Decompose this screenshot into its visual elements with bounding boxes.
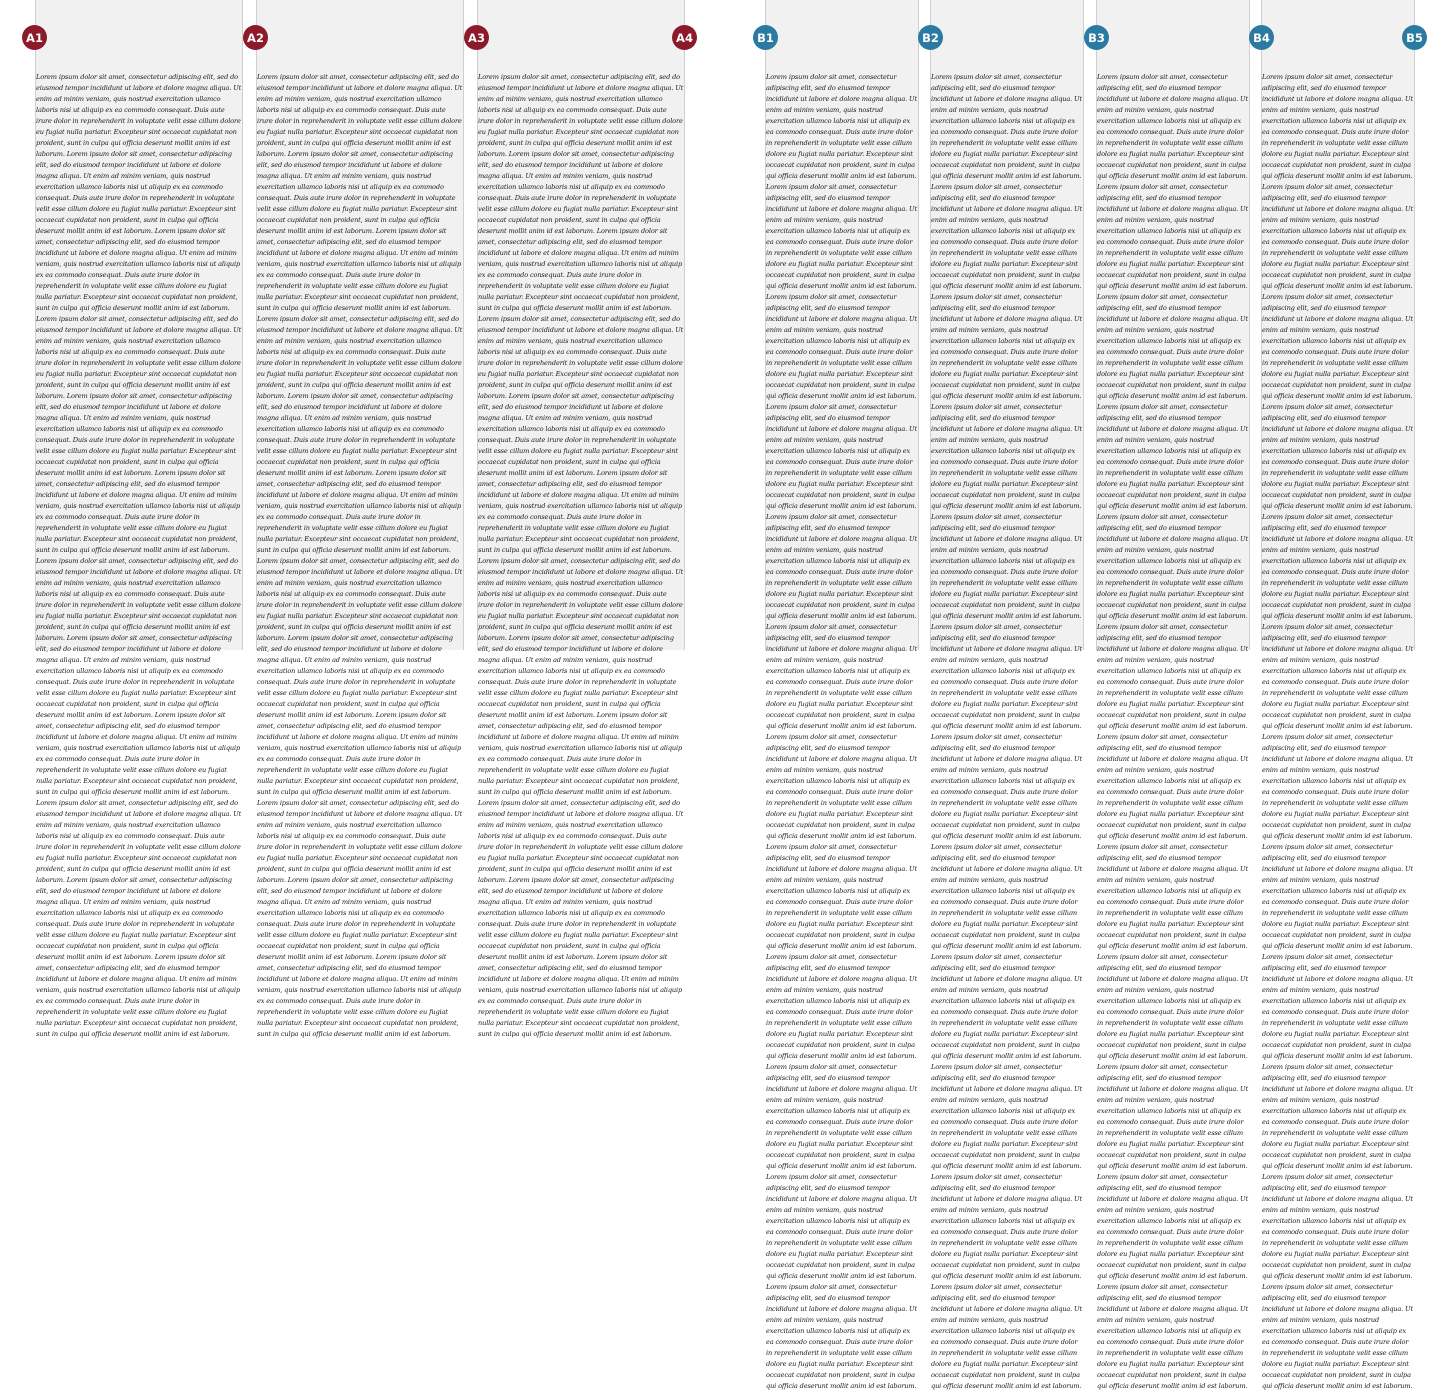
column-text: Lorem ipsum dolor sit amet, consectetur adipiscing elit, sed do eiusmod tempor incididunt ut labore et dolore magna aliqua. Ut enim ad minim veniam, quis nostrud exercitation ullamco laboris nisi ut aliquip ex ea commodo consequat. Duis aute irure dolor in reprehenderit in voluptate velit esse cillum dolore eu fugiat nulla pariatur. Excepteur sint occaecat cupidatat non proident, sunt in culpa qui officia deserunt mollit anim id est laborum. Lorem ipsum dolor sit amet, consectetur adipiscing elit, sed do eiusmod tempor incididunt ut labore et dolore magna aliqua. Ut enim ad minim veniam, quis nostrud exercitation ullamco laboris nisi ut aliquip ex ea commodo consequat. Duis aute irure dolor in reprehenderit in voluptate velit esse cillum dolore eu fugiat nulla pariatur. Excepteur sint occaecat cupidatat non proident, sunt in culpa qui officia deserunt mollit anim id est laborum. Lorem ipsum dolor sit amet, consectetur adipiscing elit, sed do eiusmod tempor incididunt ut labore et dolore magna aliqua. Ut enim ad minim veniam, quis nostrud exercitation ullamco laboris nisi ut aliquip ex ea commodo consequat. Duis aute irure dolor in reprehenderit in voluptate velit esse cillum dolore eu fugiat nulla pariatur. Excepteur sint occaecat cupidatat non proident, sunt in culpa qui officia deserunt mollit anim id est laborum. Lorem ipsum dolor sit amet, consectetur adipiscing elit, sed do eiusmod tempor incididunt ut labore et dolore magna aliqua. Ut enim ad minim veniam, quis nostrud exercitation ullamco laboris nisi ut aliquip ex ea commodo consequat. Duis aute irure dolor in reprehenderit in voluptate velit esse cillum dolore eu fugiat nulla pariatur. Excepteur sint occaecat cupidatat non proident, sunt in culpa qui officia deserunt mollit anim id est laborum. Lorem ipsum dolor sit amet, consectetur adipiscing elit, sed do eiusmod tempor incididunt ut labore et dolore magna aliqua. Ut enim ad minim veniam, quis nostrud exercitation ullamco laboris nisi ut aliquip ex ea commodo consequat. Duis aute irure dolor in reprehenderit in voluptate velit esse cillum dolore eu fugiat nulla pariatur. Excepteur sint occaecat cupidatat non proident, sunt in culpa qui officia deserunt mollit anim id est laborum. Lorem ipsum dolor sit amet, consectetur adipiscing elit, sed do eiusmod tempor incididunt ut labore et dolore magna aliqua. Ut enim ad minim veniam, quis nostrud exercitation ullamco laboris nisi ut aliquip ex ea commodo consequat. Duis aute irure dolor in reprehenderit in voluptate velit esse cillum dolore eu fugiat nulla pariatur. Excepteur sint occaecat cupidatat non proident, sunt in culpa qui officia deserunt mollit anim id est laborum. Lorem ipsum dolor sit amet, consectetur adipiscing elit, sed do eiusmod tempor incididunt ut labore et dolore magna aliqua. Ut enim ad minim veniam, quis nostrud exercitation ullamco laboris nisi ut aliquip ex ea commodo consequat. Duis aute irure dolor in reprehenderit in voluptate velit esse cillum dolore eu fugiat nulla pariatur. Excepteur sint occaecat cupidatat non proident, sunt in culpa qui officia deserunt mollit anim id est laborum. Lorem ipsum dolor sit amet, consectetur adipiscing elit, sed do eiusmod tempor incididunt ut labore et dolore magna aliqua. Ut enim ad minim veniam, quis nostrud exercitation ullamco laboris nisi ut aliquip ex ea commodo consequat. Duis aute irure dolor in reprehenderit in voluptate velit esse cillum dolore eu fugiat nulla pariatur. Excepteur sint occaecat cupidatat non proident, sunt in culpa qui officia deserunt mollit anim id est laborum. Lorem ipsum dolor sit amet, consectetur adipiscing elit, sed do eiusmod tempor incididunt ut labore et dolore magna aliqua. Ut enim ad minim veniam, quis nostrud exercitation ullamco laboris nisi ut aliquip ex ea commodo consequat. Duis aute irure dolor in reprehenderit in voluptate velit esse cillum dolore eu fugiat nulla pariatur. Excepteur sint occaecat cupidatat non proident, sunt in culpa qui officia deserunt mollit anim id est laborum. Lorem ipsum dolor sit amet, consectetur adipiscing elit, sed do eiusmod tempor incididunt ut labore et dolore magna aliqua. Ut enim ad minim veniam, quis nostrud exercitation ullamco laboris nisi ut aliquip ex ea commodo consequat. Duis aute irure dolor in reprehenderit in voluptate velit esse cillum dolore eu fugiat nulla pariatur. Excepteur sint occaecat cupidatat non proident, sunt in culpa qui officia deserunt mollit anim id est laborum. Lorem ipsum dolor sit amet, consectetur adipiscing elit, sed do eiusmod tempor incididunt ut labore et dolore magna aliqua. Ut enim ad minim veniam, quis nostrud exercitation ullamco laboris nisi ut aliquip ex ea commodo consequat. Duis aute irure dolor in reprehenderit in voluptate velit esse cillum dolore eu fugiat nulla pariatur. Excepteur sint occaecat cupidatat non proident, sunt in culpa qui officia deserunt mollit anim id est laborum. Lorem ipsum dolor sit amet, consectetur adipiscing elit, sed do eiusmod tempor incididunt ut labore et dolore magna aliqua. Ut enim ad minim veniam, quis nostrud exercitation ullamco laboris nisi ut aliquip ex ea commodo consequat. Duis aute irure dolor in reprehenderit in voluptate velit esse cillum dolore eu fugiat nulla pariatur. Excepteur sint occaecat cupidatat non proident, sunt in culpa qui officia deserunt mollit anim id est laborum. [478, 73, 684, 1038]
marker-b5: B5 [1402, 25, 1427, 50]
column-text: Lorem ipsum dolor sit amet, consectetur adipiscing elit, sed do eiusmod tempor incididunt ut labore et dolore magna aliqua. Ut enim ad minim veniam, quis nostrud exercitation ullamco laboris nisi ut aliquip ex ea commodo consequat. Duis aute irure dolor in reprehenderit in voluptate velit esse cillum dolore eu fugiat nulla pariatur. Excepteur sint occaecat cupidatat non proident, sunt in culpa qui officia deserunt mollit anim id est laborum. Lorem ipsum dolor sit amet, consectetur adipiscing elit, sed do eiusmod tempor incididunt ut labore et dolore magna aliqua. Ut enim ad minim veniam, quis nostrud exercitation ullamco laboris nisi ut aliquip ex ea commodo consequat. Duis aute irure dolor in reprehenderit in voluptate velit esse cillum dolore eu fugiat nulla pariatur. Excepteur sint occaecat cupidatat non proident, sunt in culpa qui officia deserunt mollit anim id est laborum. Lorem ipsum dolor sit amet, consectetur adipiscing elit, sed do eiusmod tempor incididunt ut labore et dolore magna aliqua. Ut enim ad minim veniam, quis nostrud exercitation ullamco laboris nisi ut aliquip ex ea commodo consequat. Duis aute irure dolor in reprehenderit in voluptate velit esse cillum dolore eu fugiat nulla pariatur. Excepteur sint occaecat cupidatat non proident, sunt in culpa qui officia deserunt mollit anim id est laborum. Lorem ipsum dolor sit amet, consectetur adipiscing elit, sed do eiusmod tempor incididunt ut labore et dolore magna aliqua. Ut enim ad minim veniam, quis nostrud exercitation ullamco laboris nisi ut aliquip ex ea commodo consequat. Duis aute irure dolor in reprehenderit in voluptate velit esse cillum dolore eu fugiat nulla pariatur. Excepteur sint occaecat cupidatat non proident, sunt in culpa qui officia deserunt mollit anim id est laborum. Lorem ipsum dolor sit amet, consectetur adipiscing elit, sed do eiusmod tempor incididunt ut labore et dolore magna aliqua. Ut enim ad minim veniam, quis nostrud exercitation ullamco laboris nisi ut aliquip ex ea commodo consequat. Duis aute irure dolor in reprehenderit in voluptate velit esse cillum dolore eu fugiat nulla pariatur. Excepteur sint occaecat cupidatat non proident, sunt in culpa qui officia deserunt mollit anim id est laborum. Lorem ipsum dolor sit amet, consectetur adipiscing elit, sed do eiusmod tempor incididunt ut labore et dolore magna aliqua. Ut enim ad minim veniam, quis nostrud exercitation ullamco laboris nisi ut aliquip ex ea commodo consequat. Duis aute irure dolor in reprehenderit in voluptate velit esse cillum dolore eu fugiat nulla pariatur. Excepteur sint occaecat cupidatat non proident, sunt in culpa qui officia deserunt mollit anim id est laborum. Lorem ipsum dolor sit amet, consectetur adipiscing elit, sed do eiusmod tempor incididunt ut labore et dolore magna aliqua. Ut enim ad minim veniam, quis nostrud exercitation ullamco laboris nisi ut aliquip ex ea commodo consequat. Duis aute irure dolor in reprehenderit in voluptate velit esse cillum dolore eu fugiat nulla pariatur. Excepteur sint occaecat cupidatat non proident, sunt in culpa qui officia deserunt mollit anim id est laborum. Lorem ipsum dolor sit amet, consectetur adipiscing elit, sed do eiusmod tempor incididunt ut labore et dolore magna aliqua. Ut enim ad minim veniam, quis nostrud exercitation ullamco laboris nisi ut aliquip ex ea commodo consequat. Duis aute irure dolor in reprehenderit in voluptate velit esse cillum dolore eu fugiat nulla pariatur. Excepteur sint occaecat cupidatat non proident, sunt in culpa qui officia deserunt mollit anim id est laborum. Lorem ipsum dolor sit amet, consectetur adipiscing elit, sed do eiusmod tempor incididunt ut labore et dolore magna aliqua. Ut enim ad minim veniam, quis nostrud exercitation ullamco laboris nisi ut aliquip ex ea commodo consequat. Duis aute irure dolor in reprehenderit in voluptate velit esse cillum dolore eu fugiat nulla pariatur. Excepteur sint occaecat cupidatat non proident, sunt in culpa qui officia deserunt mollit anim id est laborum. Lorem ipsum dolor sit amet, consectetur adipiscing elit, sed do eiusmod tempor incididunt ut labore et dolore magna aliqua. Ut enim ad minim veniam, quis nostrud exercitation ullamco laboris nisi ut aliquip ex ea commodo consequat. Duis aute irure dolor in reprehenderit in voluptate velit esse cillum dolore eu fugiat nulla pariatur. Excepteur sint occaecat cupidatat non proident, sunt in culpa qui officia deserunt mollit anim id est laborum. Lorem ipsum dolor sit amet, consectetur adipiscing elit, sed do eiusmod tempor incididunt ut labore et dolore magna aliqua. Ut enim ad minim veniam, quis nostrud exercitation ullamco laboris nisi ut aliquip ex ea commodo consequat. Duis aute irure dolor in reprehenderit in voluptate velit esse cillum dolore eu fugiat nulla pariatur. Excepteur sint occaecat cupidatat non proident, sunt in culpa qui officia deserunt mollit anim id est laborum. Lorem ipsum dolor sit amet, consectetur adipiscing elit, sed do eiusmod tempor incididunt ut labore et dolore magna aliqua. Ut enim ad minim veniam, quis nostrud exercitation ullamco laboris nisi ut aliquip ex ea commodo consequat. Duis aute irure dolor in reprehenderit in voluptate velit esse cillum dolore eu fugiat nulla pariatur. Excepteur sint occaecat cupidatat non proident, sunt in culpa qui officia deserunt mollit anim id est laborum. [931, 73, 1082, 1390]
column-b3-b4 [1096, 0, 1250, 1390]
column-b1-b2 [765, 0, 919, 1390]
column-text: Lorem ipsum dolor sit amet, consectetur adipiscing elit, sed do eiusmod tempor incididunt ut labore et dolore magna aliqua. Ut enim ad minim veniam, quis nostrud exercitation ullamco laboris nisi ut aliquip ex ea commodo consequat. Duis aute irure dolor in reprehenderit in voluptate velit esse cillum dolore eu fugiat nulla pariatur. Excepteur sint occaecat cupidatat non proident, sunt in culpa qui officia deserunt mollit anim id est laborum. Lorem ipsum dolor sit amet, consectetur adipiscing elit, sed do eiusmod tempor incididunt ut labore et dolore magna aliqua. Ut enim ad minim veniam, quis nostrud exercitation ullamco laboris nisi ut aliquip ex ea commodo consequat. Duis aute irure dolor in reprehenderit in voluptate velit esse cillum dolore eu fugiat nulla pariatur. Excepteur sint occaecat cupidatat non proident, sunt in culpa qui officia deserunt mollit anim id est laborum. Lorem ipsum dolor sit amet, consectetur adipiscing elit, sed do eiusmod tempor incididunt ut labore et dolore magna aliqua. Ut enim ad minim veniam, quis nostrud exercitation ullamco laboris nisi ut aliquip ex ea commodo consequat. Duis aute irure dolor in reprehenderit in voluptate velit esse cillum dolore eu fugiat nulla pariatur. Excepteur sint occaecat cupidatat non proident, sunt in culpa qui officia deserunt mollit anim id est laborum. Lorem ipsum dolor sit amet, consectetur adipiscing elit, sed do eiusmod tempor incididunt ut labore et dolore magna aliqua. Ut enim ad minim veniam, quis nostrud exercitation ullamco laboris nisi ut aliquip ex ea commodo consequat. Duis aute irure dolor in reprehenderit in voluptate velit esse cillum dolore eu fugiat nulla pariatur. Excepteur sint occaecat cupidatat non proident, sunt in culpa qui officia deserunt mollit anim id est laborum. Lorem ipsum dolor sit amet, consectetur adipiscing elit, sed do eiusmod tempor incididunt ut labore et dolore magna aliqua. Ut enim ad minim veniam, quis nostrud exercitation ullamco laboris nisi ut aliquip ex ea commodo consequat. Duis aute irure dolor in reprehenderit in voluptate velit esse cillum dolore eu fugiat nulla pariatur. Excepteur sint occaecat cupidatat non proident, sunt in culpa qui officia deserunt mollit anim id est laborum. Lorem ipsum dolor sit amet, consectetur adipiscing elit, sed do eiusmod tempor incididunt ut labore et dolore magna aliqua. Ut enim ad minim veniam, quis nostrud exercitation ullamco laboris nisi ut aliquip ex ea commodo consequat. Duis aute irure dolor in reprehenderit in voluptate velit esse cillum dolore eu fugiat nulla pariatur. Excepteur sint occaecat cupidatat non proident, sunt in culpa qui officia deserunt mollit anim id est laborum. Lorem ipsum dolor sit amet, consectetur adipiscing elit, sed do eiusmod tempor incididunt ut labore et dolore magna aliqua. Ut enim ad minim veniam, quis nostrud exercitation ullamco laboris nisi ut aliquip ex ea commodo consequat. Duis aute irure dolor in reprehenderit in voluptate velit esse cillum dolore eu fugiat nulla pariatur. Excepteur sint occaecat cupidatat non proident, sunt in culpa qui officia deserunt mollit anim id est laborum. Lorem ipsum dolor sit amet, consectetur adipiscing elit, sed do eiusmod tempor incididunt ut labore et dolore magna aliqua. Ut enim ad minim veniam, quis nostrud exercitation ullamco laboris nisi ut aliquip ex ea commodo consequat. Duis aute irure dolor in reprehenderit in voluptate velit esse cillum dolore eu fugiat nulla pariatur. Excepteur sint occaecat cupidatat non proident, sunt in culpa qui officia deserunt mollit anim id est laborum. Lorem ipsum dolor sit amet, consectetur adipiscing elit, sed do eiusmod tempor incididunt ut labore et dolore magna aliqua. Ut enim ad minim veniam, quis nostrud exercitation ullamco laboris nisi ut aliquip ex ea commodo consequat. Duis aute irure dolor in reprehenderit in voluptate velit esse cillum dolore eu fugiat nulla pariatur. Excepteur sint occaecat cupidatat non proident, sunt in culpa qui officia deserunt mollit anim id est laborum. Lorem ipsum dolor sit amet, consectetur adipiscing elit, sed do eiusmod tempor incididunt ut labore et dolore magna aliqua. Ut enim ad minim veniam, quis nostrud exercitation ullamco laboris nisi ut aliquip ex ea commodo consequat. Duis aute irure dolor in reprehenderit in voluptate velit esse cillum dolore eu fugiat nulla pariatur. Excepteur sint occaecat cupidatat non proident, sunt in culpa qui officia deserunt mollit anim id est laborum. Lorem ipsum dolor sit amet, consectetur adipiscing elit, sed do eiusmod tempor incididunt ut labore et dolore magna aliqua. Ut enim ad minim veniam, quis nostrud exercitation ullamco laboris nisi ut aliquip ex ea commodo consequat. Duis aute irure dolor in reprehenderit in voluptate velit esse cillum dolore eu fugiat nulla pariatur. Excepteur sint occaecat cupidatat non proident, sunt in culpa qui officia deserunt mollit anim id est laborum. Lorem ipsum dolor sit amet, consectetur adipiscing elit, sed do eiusmod tempor incididunt ut labore et dolore magna aliqua. Ut enim ad minim veniam, quis nostrud exercitation ullamco laboris nisi ut aliquip ex ea commodo consequat. Duis aute irure dolor in reprehenderit in voluptate velit esse cillum dolore eu fugiat nulla pariatur. Excepteur sint occaecat cupidatat non proident, sunt in culpa qui officia deserunt mollit anim id est laborum. [1262, 73, 1413, 1390]
column-text: Lorem ipsum dolor sit amet, consectetur adipiscing elit, sed do eiusmod tempor incididunt ut labore et dolore magna aliqua. Ut enim ad minim veniam, quis nostrud exercitation ullamco laboris nisi ut aliquip ex ea commodo consequat. Duis aute irure dolor in reprehenderit in voluptate velit esse cillum dolore eu fugiat nulla pariatur. Excepteur sint occaecat cupidatat non proident, sunt in culpa qui officia deserunt mollit anim id est laborum. Lorem ipsum dolor sit amet, consectetur adipiscing elit, sed do eiusmod tempor incididunt ut labore et dolore magna aliqua. Ut enim ad minim veniam, quis nostrud exercitation ullamco laboris nisi ut aliquip ex ea commodo consequat. Duis aute irure dolor in reprehenderit in voluptate velit esse cillum dolore eu fugiat nulla pariatur. Excepteur sint occaecat cupidatat non proident, sunt in culpa qui officia deserunt mollit anim id est laborum. Lorem ipsum dolor sit amet, consectetur adipiscing elit, sed do eiusmod tempor incididunt ut labore et dolore magna aliqua. Ut enim ad minim veniam, quis nostrud exercitation ullamco laboris nisi ut aliquip ex ea commodo consequat. Duis aute irure dolor in reprehenderit in voluptate velit esse cillum dolore eu fugiat nulla pariatur. Excepteur sint occaecat cupidatat non proident, sunt in culpa qui officia deserunt mollit anim id est laborum. Lorem ipsum dolor sit amet, consectetur adipiscing elit, sed do eiusmod tempor incididunt ut labore et dolore magna aliqua. Ut enim ad minim veniam, quis nostrud exercitation ullamco laboris nisi ut aliquip ex ea commodo consequat. Duis aute irure dolor in reprehenderit in voluptate velit esse cillum dolore eu fugiat nulla pariatur. Excepteur sint occaecat cupidatat non proident, sunt in culpa qui officia deserunt mollit anim id est laborum. Lorem ipsum dolor sit amet, consectetur adipiscing elit, sed do eiusmod tempor incididunt ut labore et dolore magna aliqua. Ut enim ad minim veniam, quis nostrud exercitation ullamco laboris nisi ut aliquip ex ea commodo consequat. Duis aute irure dolor in reprehenderit in voluptate velit esse cillum dolore eu fugiat nulla pariatur. Excepteur sint occaecat cupidatat non proident, sunt in culpa qui officia deserunt mollit anim id est laborum. Lorem ipsum dolor sit amet, consectetur adipiscing elit, sed do eiusmod tempor incididunt ut labore et dolore magna aliqua. Ut enim ad minim veniam, quis nostrud exercitation ullamco laboris nisi ut aliquip ex ea commodo consequat. Duis aute irure dolor in reprehenderit in voluptate velit esse cillum dolore eu fugiat nulla pariatur. Excepteur sint occaecat cupidatat non proident, sunt in culpa qui officia deserunt mollit anim id est laborum. Lorem ipsum dolor sit amet, consectetur adipiscing elit, sed do eiusmod tempor incididunt ut labore et dolore magna aliqua. Ut enim ad minim veniam, quis nostrud exercitation ullamco laboris nisi ut aliquip ex ea commodo consequat. Duis aute irure dolor in reprehenderit in voluptate velit esse cillum dolore eu fugiat nulla pariatur. Excepteur sint occaecat cupidatat non proident, sunt in culpa qui officia deserunt mollit anim id est laborum. Lorem ipsum dolor sit amet, consectetur adipiscing elit, sed do eiusmod tempor incididunt ut labore et dolore magna aliqua. Ut enim ad minim veniam, quis nostrud exercitation ullamco laboris nisi ut aliquip ex ea commodo consequat. Duis aute irure dolor in reprehenderit in voluptate velit esse cillum dolore eu fugiat nulla pariatur. Excepteur sint occaecat cupidatat non proident, sunt in culpa qui officia deserunt mollit anim id est laborum. Lorem ipsum dolor sit amet, consectetur adipiscing elit, sed do eiusmod tempor incididunt ut labore et dolore magna aliqua. Ut enim ad minim veniam, quis nostrud exercitation ullamco laboris nisi ut aliquip ex ea commodo consequat. Duis aute irure dolor in reprehenderit in voluptate velit esse cillum dolore eu fugiat nulla pariatur. Excepteur sint occaecat cupidatat non proident, sunt in culpa qui officia deserunt mollit anim id est laborum. Lorem ipsum dolor sit amet, consectetur adipiscing elit, sed do eiusmod tempor incididunt ut labore et dolore magna aliqua. Ut enim ad minim veniam, quis nostrud exercitation ullamco laboris nisi ut aliquip ex ea commodo consequat. Duis aute irure dolor in reprehenderit in voluptate velit esse cillum dolore eu fugiat nulla pariatur. Excepteur sint occaecat cupidatat non proident, sunt in culpa qui officia deserunt mollit anim id est laborum. Lorem ipsum dolor sit amet, consectetur adipiscing elit, sed do eiusmod tempor incididunt ut labore et dolore magna aliqua. Ut enim ad minim veniam, quis nostrud exercitation ullamco laboris nisi ut aliquip ex ea commodo consequat. Duis aute irure dolor in reprehenderit in voluptate velit esse cillum dolore eu fugiat nulla pariatur. Excepteur sint occaecat cupidatat non proident, sunt in culpa qui officia deserunt mollit anim id est laborum. Lorem ipsum dolor sit amet, consectetur adipiscing elit, sed do eiusmod tempor incididunt ut labore et dolore magna aliqua. Ut enim ad minim veniam, quis nostrud exercitation ullamco laboris nisi ut aliquip ex ea commodo consequat. Duis aute irure dolor in reprehenderit in voluptate velit esse cillum dolore eu fugiat nulla pariatur. Excepteur sint occaecat cupidatat non proident, sunt in culpa qui officia deserunt mollit anim id est laborum. [766, 73, 917, 1390]
marker-a3: A3 [464, 25, 489, 50]
marker-a4: A4 [672, 25, 697, 50]
marker-a2: A2 [243, 25, 268, 50]
marker-b2: B2 [918, 25, 943, 50]
marker-b1: B1 [753, 25, 778, 50]
column-a2-a3 [256, 0, 464, 1038]
column-text: Lorem ipsum dolor sit amet, consectetur adipiscing elit, sed do eiusmod tempor incididunt ut labore et dolore magna aliqua. Ut enim ad minim veniam, quis nostrud exercitation ullamco laboris nisi ut aliquip ex ea commodo consequat. Duis aute irure dolor in reprehenderit in voluptate velit esse cillum dolore eu fugiat nulla pariatur. Excepteur sint occaecat cupidatat non proident, sunt in culpa qui officia deserunt mollit anim id est laborum. Lorem ipsum dolor sit amet, consectetur adipiscing elit, sed do eiusmod tempor incididunt ut labore et dolore magna aliqua. Ut enim ad minim veniam, quis nostrud exercitation ullamco laboris nisi ut aliquip ex ea commodo consequat. Duis aute irure dolor in reprehenderit in voluptate velit esse cillum dolore eu fugiat nulla pariatur. Excepteur sint occaecat cupidatat non proident, sunt in culpa qui officia deserunt mollit anim id est laborum. Lorem ipsum dolor sit amet, consectetur adipiscing elit, sed do eiusmod tempor incididunt ut labore et dolore magna aliqua. Ut enim ad minim veniam, quis nostrud exercitation ullamco laboris nisi ut aliquip ex ea commodo consequat. Duis aute irure dolor in reprehenderit in voluptate velit esse cillum dolore eu fugiat nulla pariatur. Excepteur sint occaecat cupidatat non proident, sunt in culpa qui officia deserunt mollit anim id est laborum. Lorem ipsum dolor sit amet, consectetur adipiscing elit, sed do eiusmod tempor incididunt ut labore et dolore magna aliqua. Ut enim ad minim veniam, quis nostrud exercitation ullamco laboris nisi ut aliquip ex ea commodo consequat. Duis aute irure dolor in reprehenderit in voluptate velit esse cillum dolore eu fugiat nulla pariatur. Excepteur sint occaecat cupidatat non proident, sunt in culpa qui officia deserunt mollit anim id est laborum. Lorem ipsum dolor sit amet, consectetur adipiscing elit, sed do eiusmod tempor incididunt ut labore et dolore magna aliqua. Ut enim ad minim veniam, quis nostrud exercitation ullamco laboris nisi ut aliquip ex ea commodo consequat. Duis aute irure dolor in reprehenderit in voluptate velit esse cillum dolore eu fugiat nulla pariatur. Excepteur sint occaecat cupidatat non proident, sunt in culpa qui officia deserunt mollit anim id est laborum. Lorem ipsum dolor sit amet, consectetur adipiscing elit, sed do eiusmod tempor incididunt ut labore et dolore magna aliqua. Ut enim ad minim veniam, quis nostrud exercitation ullamco laboris nisi ut aliquip ex ea commodo consequat. Duis aute irure dolor in reprehenderit in voluptate velit esse cillum dolore eu fugiat nulla pariatur. Excepteur sint occaecat cupidatat non proident, sunt in culpa qui officia deserunt mollit anim id est laborum. Lorem ipsum dolor sit amet, consectetur adipiscing elit, sed do eiusmod tempor incididunt ut labore et dolore magna aliqua. Ut enim ad minim veniam, quis nostrud exercitation ullamco laboris nisi ut aliquip ex ea commodo consequat. Duis aute irure dolor in reprehenderit in voluptate velit esse cillum dolore eu fugiat nulla pariatur. Excepteur sint occaecat cupidatat non proident, sunt in culpa qui officia deserunt mollit anim id est laborum. Lorem ipsum dolor sit amet, consectetur adipiscing elit, sed do eiusmod tempor incididunt ut labore et dolore magna aliqua. Ut enim ad minim veniam, quis nostrud exercitation ullamco laboris nisi ut aliquip ex ea commodo consequat. Duis aute irure dolor in reprehenderit in voluptate velit esse cillum dolore eu fugiat nulla pariatur. Excepteur sint occaecat cupidatat non proident, sunt in culpa qui officia deserunt mollit anim id est laborum. Lorem ipsum dolor sit amet, consectetur adipiscing elit, sed do eiusmod tempor incididunt ut labore et dolore magna aliqua. Ut enim ad minim veniam, quis nostrud exercitation ullamco laboris nisi ut aliquip ex ea commodo consequat. Duis aute irure dolor in reprehenderit in voluptate velit esse cillum dolore eu fugiat nulla pariatur. Excepteur sint occaecat cupidatat non proident, sunt in culpa qui officia deserunt mollit anim id est laborum. Lorem ipsum dolor sit amet, consectetur adipiscing elit, sed do eiusmod tempor incididunt ut labore et dolore magna aliqua. Ut enim ad minim veniam, quis nostrud exercitation ullamco laboris nisi ut aliquip ex ea commodo consequat. Duis aute irure dolor in reprehenderit in voluptate velit esse cillum dolore eu fugiat nulla pariatur. Excepteur sint occaecat cupidatat non proident, sunt in culpa qui officia deserunt mollit anim id est laborum. Lorem ipsum dolor sit amet, consectetur adipiscing elit, sed do eiusmod tempor incididunt ut labore et dolore magna aliqua. Ut enim ad minim veniam, quis nostrud exercitation ullamco laboris nisi ut aliquip ex ea commodo consequat. Duis aute irure dolor in reprehenderit in voluptate velit esse cillum dolore eu fugiat nulla pariatur. Excepteur sint occaecat cupidatat non proident, sunt in culpa qui officia deserunt mollit anim id est laborum. Lorem ipsum dolor sit amet, consectetur adipiscing elit, sed do eiusmod tempor incididunt ut labore et dolore magna aliqua. Ut enim ad minim veniam, quis nostrud exercitation ullamco laboris nisi ut aliquip ex ea commodo consequat. Duis aute irure dolor in reprehenderit in voluptate velit esse cillum dolore eu fugiat nulla pariatur. Excepteur sint occaecat cupidatat non proident, sunt in culpa qui officia deserunt mollit anim id est laborum. [257, 73, 463, 1038]
column-a3-a4 [477, 0, 685, 1038]
column-b2-b3 [930, 0, 1084, 1390]
column-text: Lorem ipsum dolor sit amet, consectetur adipiscing elit, sed do eiusmod tempor incididunt ut labore et dolore magna aliqua. Ut enim ad minim veniam, quis nostrud exercitation ullamco laboris nisi ut aliquip ex ea commodo consequat. Duis aute irure dolor in reprehenderit in voluptate velit esse cillum dolore eu fugiat nulla pariatur. Excepteur sint occaecat cupidatat non proident, sunt in culpa qui officia deserunt mollit anim id est laborum. Lorem ipsum dolor sit amet, consectetur adipiscing elit, sed do eiusmod tempor incididunt ut labore et dolore magna aliqua. Ut enim ad minim veniam, quis nostrud exercitation ullamco laboris nisi ut aliquip ex ea commodo consequat. Duis aute irure dolor in reprehenderit in voluptate velit esse cillum dolore eu fugiat nulla pariatur. Excepteur sint occaecat cupidatat non proident, sunt in culpa qui officia deserunt mollit anim id est laborum. Lorem ipsum dolor sit amet, consectetur adipiscing elit, sed do eiusmod tempor incididunt ut labore et dolore magna aliqua. Ut enim ad minim veniam, quis nostrud exercitation ullamco laboris nisi ut aliquip ex ea commodo consequat. Duis aute irure dolor in reprehenderit in voluptate velit esse cillum dolore eu fugiat nulla pariatur. Excepteur sint occaecat cupidatat non proident, sunt in culpa qui officia deserunt mollit anim id est laborum. Lorem ipsum dolor sit amet, consectetur adipiscing elit, sed do eiusmod tempor incididunt ut labore et dolore magna aliqua. Ut enim ad minim veniam, quis nostrud exercitation ullamco laboris nisi ut aliquip ex ea commodo consequat. Duis aute irure dolor in reprehenderit in voluptate velit esse cillum dolore eu fugiat nulla pariatur. Excepteur sint occaecat cupidatat non proident, sunt in culpa qui officia deserunt mollit anim id est laborum. Lorem ipsum dolor sit amet, consectetur adipiscing elit, sed do eiusmod tempor incididunt ut labore et dolore magna aliqua. Ut enim ad minim veniam, quis nostrud exercitation ullamco laboris nisi ut aliquip ex ea commodo consequat. Duis aute irure dolor in reprehenderit in voluptate velit esse cillum dolore eu fugiat nulla pariatur. Excepteur sint occaecat cupidatat non proident, sunt in culpa qui officia deserunt mollit anim id est laborum. Lorem ipsum dolor sit amet, consectetur adipiscing elit, sed do eiusmod tempor incididunt ut labore et dolore magna aliqua. Ut enim ad minim veniam, quis nostrud exercitation ullamco laboris nisi ut aliquip ex ea commodo consequat. Duis aute irure dolor in reprehenderit in voluptate velit esse cillum dolore eu fugiat nulla pariatur. Excepteur sint occaecat cupidatat non proident, sunt in culpa qui officia deserunt mollit anim id est laborum. Lorem ipsum dolor sit amet, consectetur adipiscing elit, sed do eiusmod tempor incididunt ut labore et dolore magna aliqua. Ut enim ad minim veniam, quis nostrud exercitation ullamco laboris nisi ut aliquip ex ea commodo consequat. Duis aute irure dolor in reprehenderit in voluptate velit esse cillum dolore eu fugiat nulla pariatur. Excepteur sint occaecat cupidatat non proident, sunt in culpa qui officia deserunt mollit anim id est laborum. Lorem ipsum dolor sit amet, consectetur adipiscing elit, sed do eiusmod tempor incididunt ut labore et dolore magna aliqua. Ut enim ad minim veniam, quis nostrud exercitation ullamco laboris nisi ut aliquip ex ea commodo consequat. Duis aute irure dolor in reprehenderit in voluptate velit esse cillum dolore eu fugiat nulla pariatur. Excepteur sint occaecat cupidatat non proident, sunt in culpa qui officia deserunt mollit anim id est laborum. Lorem ipsum dolor sit amet, consectetur adipiscing elit, sed do eiusmod tempor incididunt ut labore et dolore magna aliqua. Ut enim ad minim veniam, quis nostrud exercitation ullamco laboris nisi ut aliquip ex ea commodo consequat. Duis aute irure dolor in reprehenderit in voluptate velit esse cillum dolore eu fugiat nulla pariatur. Excepteur sint occaecat cupidatat non proident, sunt in culpa qui officia deserunt mollit anim id est laborum. Lorem ipsum dolor sit amet, consectetur adipiscing elit, sed do eiusmod tempor incididunt ut labore et dolore magna aliqua. Ut enim ad minim veniam, quis nostrud exercitation ullamco laboris nisi ut aliquip ex ea commodo consequat. Duis aute irure dolor in reprehenderit in voluptate velit esse cillum dolore eu fugiat nulla pariatur. Excepteur sint occaecat cupidatat non proident, sunt in culpa qui officia deserunt mollit anim id est laborum. Lorem ipsum dolor sit amet, consectetur adipiscing elit, sed do eiusmod tempor incididunt ut labore et dolore magna aliqua. Ut enim ad minim veniam, quis nostrud exercitation ullamco laboris nisi ut aliquip ex ea commodo consequat. Duis aute irure dolor in reprehenderit in voluptate velit esse cillum dolore eu fugiat nulla pariatur. Excepteur sint occaecat cupidatat non proident, sunt in culpa qui officia deserunt mollit anim id est laborum. Lorem ipsum dolor sit amet, consectetur adipiscing elit, sed do eiusmod tempor incididunt ut labore et dolore magna aliqua. Ut enim ad minim veniam, quis nostrud exercitation ullamco laboris nisi ut aliquip ex ea commodo consequat. Duis aute irure dolor in reprehenderit in voluptate velit esse cillum dolore eu fugiat nulla pariatur. Excepteur sint occaecat cupidatat non proident, sunt in culpa qui officia deserunt mollit anim id est laborum. [36, 73, 242, 1038]
column-text: Lorem ipsum dolor sit amet, consectetur adipiscing elit, sed do eiusmod tempor incididunt ut labore et dolore magna aliqua. Ut enim ad minim veniam, quis nostrud exercitation ullamco laboris nisi ut aliquip ex ea commodo consequat. Duis aute irure dolor in reprehenderit in voluptate velit esse cillum dolore eu fugiat nulla pariatur. Excepteur sint occaecat cupidatat non proident, sunt in culpa qui officia deserunt mollit anim id est laborum. Lorem ipsum dolor sit amet, consectetur adipiscing elit, sed do eiusmod tempor incididunt ut labore et dolore magna aliqua. Ut enim ad minim veniam, quis nostrud exercitation ullamco laboris nisi ut aliquip ex ea commodo consequat. Duis aute irure dolor in reprehenderit in voluptate velit esse cillum dolore eu fugiat nulla pariatur. Excepteur sint occaecat cupidatat non proident, sunt in culpa qui officia deserunt mollit anim id est laborum. Lorem ipsum dolor sit amet, consectetur adipiscing elit, sed do eiusmod tempor incididunt ut labore et dolore magna aliqua. Ut enim ad minim veniam, quis nostrud exercitation ullamco laboris nisi ut aliquip ex ea commodo consequat. Duis aute irure dolor in reprehenderit in voluptate velit esse cillum dolore eu fugiat nulla pariatur. Excepteur sint occaecat cupidatat non proident, sunt in culpa qui officia deserunt mollit anim id est laborum. Lorem ipsum dolor sit amet, consectetur adipiscing elit, sed do eiusmod tempor incididunt ut labore et dolore magna aliqua. Ut enim ad minim veniam, quis nostrud exercitation ullamco laboris nisi ut aliquip ex ea commodo consequat. Duis aute irure dolor in reprehenderit in voluptate velit esse cillum dolore eu fugiat nulla pariatur. Excepteur sint occaecat cupidatat non proident, sunt in culpa qui officia deserunt mollit anim id est laborum. Lorem ipsum dolor sit amet, consectetur adipiscing elit, sed do eiusmod tempor incididunt ut labore et dolore magna aliqua. Ut enim ad minim veniam, quis nostrud exercitation ullamco laboris nisi ut aliquip ex ea commodo consequat. Duis aute irure dolor in reprehenderit in voluptate velit esse cillum dolore eu fugiat nulla pariatur. Excepteur sint occaecat cupidatat non proident, sunt in culpa qui officia deserunt mollit anim id est laborum. Lorem ipsum dolor sit amet, consectetur adipiscing elit, sed do eiusmod tempor incididunt ut labore et dolore magna aliqua. Ut enim ad minim veniam, quis nostrud exercitation ullamco laboris nisi ut aliquip ex ea commodo consequat. Duis aute irure dolor in reprehenderit in voluptate velit esse cillum dolore eu fugiat nulla pariatur. Excepteur sint occaecat cupidatat non proident, sunt in culpa qui officia deserunt mollit anim id est laborum. Lorem ipsum dolor sit amet, consectetur adipiscing elit, sed do eiusmod tempor incididunt ut labore et dolore magna aliqua. Ut enim ad minim veniam, quis nostrud exercitation ullamco laboris nisi ut aliquip ex ea commodo consequat. Duis aute irure dolor in reprehenderit in voluptate velit esse cillum dolore eu fugiat nulla pariatur. Excepteur sint occaecat cupidatat non proident, sunt in culpa qui officia deserunt mollit anim id est laborum. Lorem ipsum dolor sit amet, consectetur adipiscing elit, sed do eiusmod tempor incididunt ut labore et dolore magna aliqua. Ut enim ad minim veniam, quis nostrud exercitation ullamco laboris nisi ut aliquip ex ea commodo consequat. Duis aute irure dolor in reprehenderit in voluptate velit esse cillum dolore eu fugiat nulla pariatur. Excepteur sint occaecat cupidatat non proident, sunt in culpa qui officia deserunt mollit anim id est laborum. Lorem ipsum dolor sit amet, consectetur adipiscing elit, sed do eiusmod tempor incididunt ut labore et dolore magna aliqua. Ut enim ad minim veniam, quis nostrud exercitation ullamco laboris nisi ut aliquip ex ea commodo consequat. Duis aute irure dolor in reprehenderit in voluptate velit esse cillum dolore eu fugiat nulla pariatur. Excepteur sint occaecat cupidatat non proident, sunt in culpa qui officia deserunt mollit anim id est laborum. Lorem ipsum dolor sit amet, consectetur adipiscing elit, sed do eiusmod tempor incididunt ut labore et dolore magna aliqua. Ut enim ad minim veniam, quis nostrud exercitation ullamco laboris nisi ut aliquip ex ea commodo consequat. Duis aute irure dolor in reprehenderit in voluptate velit esse cillum dolore eu fugiat nulla pariatur. Excepteur sint occaecat cupidatat non proident, sunt in culpa qui officia deserunt mollit anim id est laborum. Lorem ipsum dolor sit amet, consectetur adipiscing elit, sed do eiusmod tempor incididunt ut labore et dolore magna aliqua. Ut enim ad minim veniam, quis nostrud exercitation ullamco laboris nisi ut aliquip ex ea commodo consequat. Duis aute irure dolor in reprehenderit in voluptate velit esse cillum dolore eu fugiat nulla pariatur. Excepteur sint occaecat cupidatat non proident, sunt in culpa qui officia deserunt mollit anim id est laborum. Lorem ipsum dolor sit amet, consectetur adipiscing elit, sed do eiusmod tempor incididunt ut labore et dolore magna aliqua. Ut enim ad minim veniam, quis nostrud exercitation ullamco laboris nisi ut aliquip ex ea commodo consequat. Duis aute irure dolor in reprehenderit in voluptate velit esse cillum dolore eu fugiat nulla pariatur. Excepteur sint occaecat cupidatat non proident, sunt in culpa qui officia deserunt mollit anim id est laborum. [1097, 73, 1248, 1390]
marker-a1: A1 [22, 25, 47, 50]
marker-b3: B3 [1084, 25, 1109, 50]
marker-b4: B4 [1249, 25, 1274, 50]
column-a1-a2 [35, 0, 243, 1038]
column-b4-b5 [1261, 0, 1415, 1390]
